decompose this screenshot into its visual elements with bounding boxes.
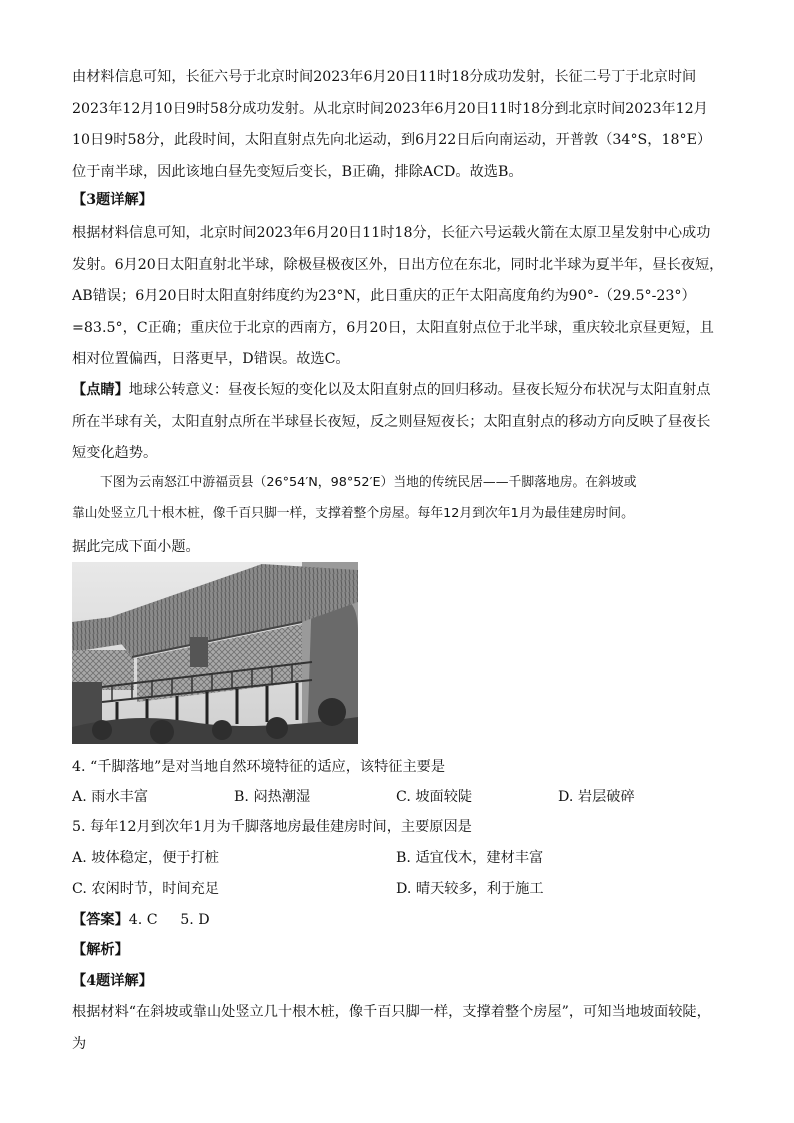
analysis-heading: 【解析】 bbox=[72, 942, 129, 958]
answer-text: 4. C 5. D bbox=[128, 912, 210, 928]
explanation-paragraph-q2: 由材料信息可知，长征六号于北京时间2023年6月20日11时18分成功发射，长征二号丁于北京时间2023年12月10日9时58分成功发射。从北京时间2023年6月20日11时18分到北京时间2023年12月10日9时58分，此段时间，太阳直射点先向北运动，到6月22日后向南运动，开普敦（34°S，18°E）位于南半球，因此该地白昼先变短后变长，B正确，排除ACD。故选B。 bbox=[72, 69, 712, 180]
explanation-paragraph-q3: 根据材料信息可知，北京时间2023年6月20日11时18分，长征六号运载火箭在太原卫星发射中心成功发射。6月20日太阳直射北半球，除极昼极夜区外，日出方位在东北，同时北半球为夏半年，昼长夜短，AB错误；6月20日时太阳直射纬度约为23°N，此日重庆的正午太阳高度角约为90°-（29.5°-23°）=83.5°，C正确；重庆位于北京的西南方，6月20日，太阳直射点位于北半球，重庆较北京昼更短，且相对位置偏西，日落更早，D错误。故选C。 bbox=[72, 225, 724, 367]
intro-line-1: 下图为云南怒江中游福贡县（26°54′N，98°52′E）当地的传统民居——千脚落地房。在斜坡或 bbox=[100, 475, 637, 490]
intro-line-2: 靠山处竖立几十根木桩，像千百只脚一样，支撑着整个房屋。每年12月到次年1月为最佳建房时间。 bbox=[72, 506, 634, 521]
key-point-text: 地球公转意义：昼夜长短的变化以及太阳直射点的回归移动。昼夜长短分布状况与太阳直射点所在半球有关，太阳直射点所在半球昼长夜短，反之则昼短夜长；太阳直射点的移动方向反映了昼夜长短变化趋势。 bbox=[72, 382, 711, 461]
q5-option-a: A. 坡体稳定，便于打桩 bbox=[72, 850, 219, 866]
stilt-house-photo bbox=[72, 562, 358, 744]
q4-option-c: C. 坡面较陡 bbox=[396, 789, 473, 805]
key-point-label: 【点睛】 bbox=[72, 382, 129, 398]
material-intro bbox=[72, 467, 724, 529]
q4-heading: 【4题详解】 bbox=[72, 973, 153, 989]
q4-option-a: A. 雨水丰富 bbox=[72, 789, 149, 805]
explanation-paragraph-q4: 根据材料“在斜坡或靠山处竖立几十根木桩，像千百只脚一样，支撑着整个房屋”，可知当地坡面较陡，为 bbox=[72, 1004, 711, 1052]
answer-line bbox=[72, 908, 210, 932]
q3-heading: 【3题详解】 bbox=[72, 192, 153, 208]
key-point-paragraph bbox=[72, 375, 724, 470]
question-5-stem: 5. 每年12月到次年1月为千脚落地房最佳建房时间，主要原因是 bbox=[72, 819, 472, 835]
q5-option-b: B. 适宜伐木，建材丰富 bbox=[396, 850, 544, 866]
question-4-stem: 4. “千脚落地”是对当地自然环境特征的适应，该特征主要是 bbox=[72, 759, 446, 775]
q4-option-d: D. 岩层破碎 bbox=[558, 789, 635, 805]
intro-instruction: 据此完成下面小题。 bbox=[72, 539, 200, 555]
answer-label: 【答案】 bbox=[72, 912, 129, 928]
q4-option-b: B. 闷热潮湿 bbox=[234, 789, 311, 805]
q5-option-c: C. 农闲时节，时间充足 bbox=[72, 881, 220, 897]
q5-option-d: D. 晴天较多，利于施工 bbox=[396, 881, 544, 897]
